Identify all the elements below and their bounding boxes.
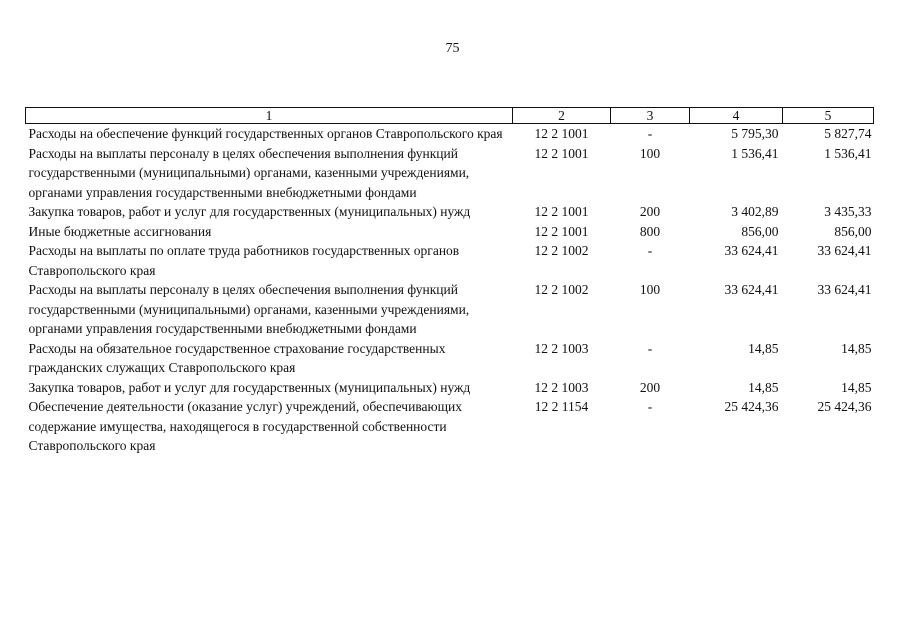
row-vr: 800 bbox=[639, 223, 661, 239]
row-vr: - bbox=[647, 243, 653, 258]
header-col-2: 2 bbox=[513, 108, 611, 124]
table-body bbox=[26, 124, 874, 456]
row-sum1: 14,85 bbox=[748, 340, 779, 356]
table-row bbox=[26, 280, 874, 339]
header-row bbox=[26, 108, 874, 124]
header-col-5: 5 bbox=[783, 108, 874, 124]
row-sum2: 14,85 bbox=[841, 379, 872, 395]
row-sum2: 3 435,33 bbox=[824, 204, 872, 219]
row-sum1: 33 624,41 bbox=[724, 282, 779, 297]
table-row bbox=[26, 397, 874, 456]
table-row bbox=[26, 241, 874, 280]
row-name: Обеспечение деятельности (оказание услуг) учреждений, обеспечивающих содержание имущества, находящегося в государственной собственности Ставропольского края bbox=[28, 399, 462, 453]
row-sum1: 25 424,36 bbox=[724, 399, 779, 414]
budget-table bbox=[25, 107, 874, 456]
header-col-3: 3 bbox=[611, 108, 690, 124]
row-name: Расходы на обеспечение функций государственных органов Ставропольского края bbox=[28, 126, 503, 141]
row-name: Расходы на выплаты по оплате труда работников государственных органов Ставропольского края bbox=[28, 243, 460, 278]
row-code: 12 2 1003 bbox=[534, 340, 589, 356]
row-sum2: 33 624,41 bbox=[817, 282, 872, 297]
row-vr: - bbox=[647, 399, 653, 414]
row-sum2: 5 827,74 bbox=[824, 126, 872, 141]
row-sum2: 33 624,41 bbox=[817, 243, 872, 258]
row-sum1: 856,00 bbox=[741, 223, 779, 239]
row-name: Расходы на выплаты персоналу в целях обеспечения выполнения функций государственными (муниципальными) органами, казенными учреждениями, органами управления государственными внебюджетными фондами bbox=[28, 145, 470, 200]
row-vr: 100 bbox=[639, 282, 661, 297]
row-sum2: 856,00 bbox=[834, 223, 872, 239]
table-row bbox=[26, 124, 874, 144]
table-row bbox=[26, 378, 874, 398]
row-sum1: 33 624,41 bbox=[724, 243, 779, 258]
row-name: Закупка товаров, работ и услуг для государственных (муниципальных) нужд bbox=[28, 204, 471, 219]
row-sum2: 25 424,36 bbox=[817, 399, 872, 414]
row-code: 12 2 1002 bbox=[534, 282, 589, 297]
header-col-1: 1 bbox=[26, 108, 513, 124]
row-name: Расходы на обязательное государственное страхование государственных гражданских служащих Ставропольского края bbox=[28, 340, 446, 375]
row-name: Иные бюджетные ассигнования bbox=[28, 223, 212, 239]
row-vr: - bbox=[647, 126, 653, 141]
row-code: 12 2 1002 bbox=[534, 243, 589, 258]
row-sum1: 3 402,89 bbox=[731, 204, 779, 219]
row-sum2: 1 536,41 bbox=[824, 145, 872, 161]
row-code: 12 2 1001 bbox=[534, 126, 589, 141]
row-code: 12 2 1154 bbox=[534, 399, 589, 414]
row-sum1: 5 795,30 bbox=[731, 126, 779, 141]
table-header bbox=[26, 108, 874, 124]
row-vr: - bbox=[647, 340, 653, 356]
row-name: Расходы на выплаты персоналу в целях обеспечения выполнения функций государственными (муниципальными) органами, казенными учреждениями, органами управления государственными внебюджетными фондами bbox=[28, 282, 470, 336]
row-vr: 200 bbox=[639, 204, 661, 219]
row-sum2: 14,85 bbox=[841, 340, 872, 356]
row-name: Закупка товаров, работ и услуг для государственных (муниципальных) нужд bbox=[28, 379, 471, 395]
row-vr: 100 bbox=[639, 145, 661, 161]
table-row bbox=[26, 202, 874, 222]
row-vr: 200 bbox=[639, 379, 661, 395]
row-code: 12 2 1003 bbox=[534, 379, 589, 395]
row-code: 12 2 1001 bbox=[534, 204, 589, 219]
table-row bbox=[26, 222, 874, 242]
table-row bbox=[26, 144, 874, 203]
table-row bbox=[26, 339, 874, 378]
row-sum1: 14,85 bbox=[748, 379, 779, 395]
row-code: 12 2 1001 bbox=[534, 223, 589, 239]
row-sum1: 1 536,41 bbox=[731, 145, 779, 161]
page-number: 75 bbox=[445, 41, 460, 56]
header-col-4: 4 bbox=[690, 108, 783, 124]
row-code: 12 2 1001 bbox=[534, 145, 589, 161]
